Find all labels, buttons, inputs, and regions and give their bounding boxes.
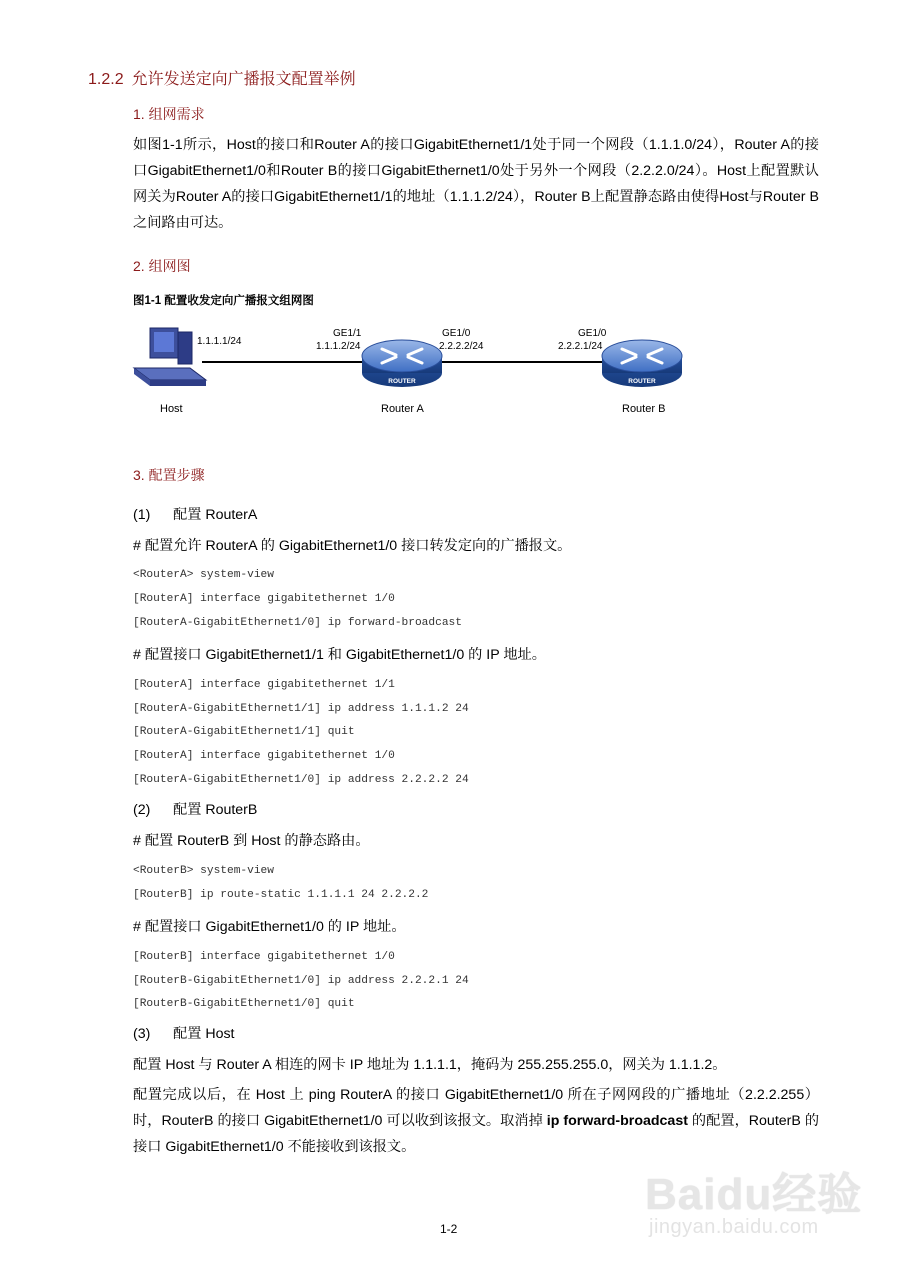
result-text-b: 的配置，RouterB 的接口 GigabitEthernet1/0 不能接收到该报文。 <box>133 1113 820 1155</box>
routera-right-ip-label: 2.2.2.2/24 <box>439 341 484 352</box>
result-command: ip forward-broadcast <box>546 1113 688 1129</box>
router-a-icon <box>362 340 442 387</box>
router-b-badge: ROUTER <box>628 378 656 385</box>
code-line: <RouterA> system-view <box>133 569 274 581</box>
routera-left-ip-label: 1.1.1.2/24 <box>316 341 361 352</box>
section-number: 1.2.2 <box>88 71 124 88</box>
code-line: [RouterB-GigabitEthernet1/0] quit <box>133 998 355 1010</box>
routerb-ip-label: 2.2.2.1/24 <box>558 341 603 352</box>
step-3-title: 配置 Host <box>173 1026 235 1042</box>
code-line: [RouterA] interface gigabitethernet 1/1 <box>133 679 395 691</box>
router-a-badge: ROUTER <box>388 378 416 385</box>
step-3 <box>133 1023 235 1043</box>
code-line: [RouterA-GigabitEthernet1/1] quit <box>133 726 355 738</box>
comment-4: # 配置接口 GigabitEthernet1/0 的 IP 地址。 <box>133 919 406 935</box>
comment-1: # 配置允许 RouterA 的 GigabitEthernet1/0 接口转发定向的广播报文。 <box>133 538 572 554</box>
section-title-text: 允许发送定向广播报文配置举例 <box>131 71 356 88</box>
step-1 <box>133 504 257 524</box>
page-number: 1-2 <box>440 1222 458 1236</box>
router-b-label: Router B <box>622 403 666 415</box>
requirements-heading: 1. 组网需求 <box>133 106 205 122</box>
code-line: [RouterA-GigabitEthernet1/1] ip address 1.1.1.2 24 <box>133 703 469 715</box>
figure-caption: 图1-1 配置收发定向广播报文组网图 <box>133 295 314 307</box>
step-2-title: 配置 RouterB <box>173 802 258 818</box>
comment-2: # 配置接口 GigabitEthernet1/1 和 GigabitEthernet1/0 的 IP 地址。 <box>133 647 546 663</box>
step-2-number: (2) <box>133 802 151 818</box>
routerb-if-label: GE1/0 <box>578 328 607 339</box>
router-a-label: Router A <box>381 403 424 415</box>
code-line: [RouterB-GigabitEthernet1/0] ip address 2.2.2.1 24 <box>133 975 469 987</box>
steps-heading: 3. 配置步骤 <box>133 467 205 483</box>
baidu-watermark <box>645 1158 865 1248</box>
result-paragraph <box>133 1082 819 1160</box>
code-line: [RouterB] ip route-static 1.1.1.1 24 2.2.2.2 <box>133 889 429 901</box>
step-2 <box>133 799 257 819</box>
result-text-a: 配置完成以后，在 Host 上 ping RouterA 的接口 GigabitEthernet1/0 所在子网网段的广播地址（2.2.2.255）时，RouterB 的接口 GigabitEthernet1/0 可以收到该报文。取消掉 <box>133 1087 819 1129</box>
host-label: Host <box>160 403 183 415</box>
routera-left-if-label: GE1/1 <box>333 328 362 339</box>
code-line: [RouterA] interface gigabitethernet 1/0 <box>133 750 395 762</box>
watermark-logo: Baidu经验 <box>645 1170 863 1219</box>
host-ip-label: 1.1.1.1/24 <box>197 336 242 347</box>
step-3-number: (3) <box>133 1026 151 1042</box>
diagram-heading: 2. 组网图 <box>133 258 191 274</box>
watermark-url: jingyan.baidu.com <box>649 1216 819 1238</box>
host-config-paragraph: 配置 Host 与 Router A 相连的网卡 IP 地址为 1.1.1.1，掩码为 255.255.255.0，网关为 1.1.1.2。 <box>133 1057 727 1073</box>
section-title <box>88 66 356 89</box>
code-line: [RouterB] interface gigabitethernet 1/0 <box>133 951 395 963</box>
routera-right-if-label: GE1/0 <box>442 328 471 339</box>
host-computer-icon <box>134 328 206 386</box>
step-1-number: (1) <box>133 507 151 523</box>
comment-3: # 配置 RouterB 到 Host 的静态路由。 <box>133 833 370 849</box>
code-line: [RouterA-GigabitEthernet1/0] ip forward-broadcast <box>133 617 462 629</box>
code-line: [RouterA-GigabitEthernet1/0] ip address 2.2.2.2 24 <box>133 774 469 786</box>
step-1-title: 配置 RouterA <box>173 507 258 523</box>
requirements-paragraph: 如图1-1所示，Host的接口和Router A的接口GigabitEthernet1/1处于同一个网段（1.1.1.0/24），Router A的接口GigabitEthernet1/0和Router B的接口GigabitEthernet1/0处于另外一个网段（2.2.2.0/24）。Host上配置默认网关为Router A的接口GigabitEthernet1/1的地址（1.1.1.2/24），Router B上配置静态路由使得Host与Router B之间路由可达。 <box>133 137 819 231</box>
code-line: <RouterB> system-view <box>133 865 274 877</box>
router-b-icon <box>602 340 682 387</box>
code-line: [RouterA] interface gigabitethernet 1/0 <box>133 593 395 605</box>
